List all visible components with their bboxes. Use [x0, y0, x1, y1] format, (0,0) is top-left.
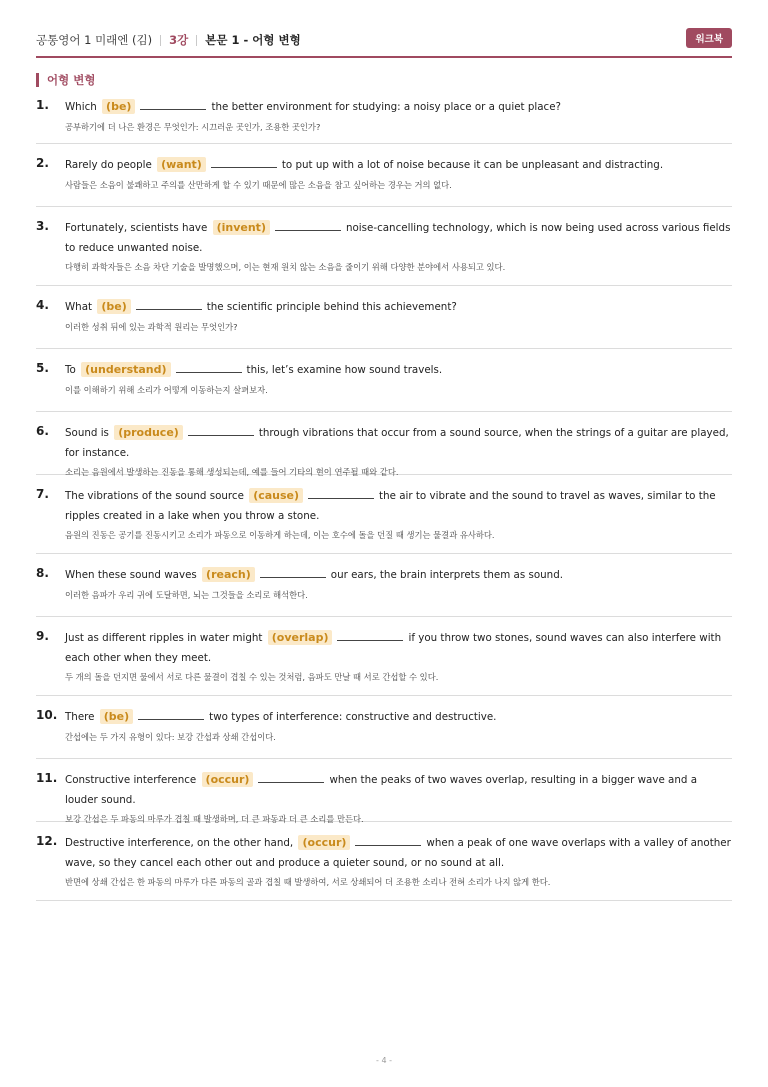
answer-blank[interactable]: [275, 218, 341, 231]
answer-blank[interactable]: [138, 707, 204, 720]
exercise-item: [36, 696, 732, 759]
item-content: [65, 97, 732, 143]
answer-blank[interactable]: [140, 97, 206, 110]
korean-translation: 간섭에는 두 가지 유형이 있다: 보강 간섭과 상쇄 간섭이다.: [65, 731, 276, 742]
item-number: 7.: [36, 487, 49, 501]
item-number: 8.: [36, 566, 49, 580]
divider: [196, 35, 197, 46]
english-sentence: [65, 707, 732, 728]
item-number: 1.: [36, 98, 49, 112]
sentence-after: our ears, the brain interprets them as sound.: [330, 569, 564, 581]
sentence-before: Destructive interference, on the other hand,: [65, 837, 294, 849]
page-title: 본문 1 - 어형 변형: [205, 33, 301, 47]
korean-translation: 이를 이해하기 위해 소리가 어떻게 이동하는지 살펴보자.: [65, 384, 268, 395]
sentence-after: two types of interference: constructive and destructive.: [209, 711, 497, 723]
section-heading: [36, 72, 95, 88]
verb-hint: (produce): [114, 425, 183, 440]
item-number: 5.: [36, 361, 49, 375]
korean-translation: 다행히 과학자들은 소음 차단 기술을 발명했으며, 이는 현재 원치 않는 소음을 줄이기 위해 다양한 분야에서 사용되고 있다.: [65, 262, 506, 272]
sentence-before: Just as different ripples in water might: [65, 632, 263, 644]
english-sentence: [65, 297, 732, 318]
verb-hint: (be): [102, 99, 135, 114]
verb-hint: (be): [97, 299, 130, 314]
exercise-item: [36, 92, 732, 144]
sentence-before: The vibrations of the sound source: [65, 490, 244, 502]
answer-blank[interactable]: [258, 770, 324, 783]
sentence-before: When these sound waves: [65, 569, 197, 581]
answer-blank[interactable]: [176, 360, 242, 373]
exercise-item: [36, 349, 732, 412]
item-number: 4.: [36, 298, 49, 312]
exercise-item: [36, 617, 732, 696]
sentence-after: the scientific principle behind this achievement?: [206, 301, 457, 313]
exercise-item: [36, 207, 732, 286]
sentence-before: Rarely do people: [65, 159, 152, 171]
answer-blank[interactable]: [308, 486, 374, 499]
korean-translation: 이러한 성취 뒤에 있는 과학적 원리는 무엇인가?: [65, 321, 238, 332]
verb-hint: (occur): [202, 772, 254, 787]
section-accent-bar: [36, 73, 39, 87]
sentence-after: through vibrations that occur from a sound source, when the strings of a guitar are played, for instance.: [65, 427, 729, 459]
item-content: [65, 770, 732, 824]
item-content: [65, 360, 732, 411]
sentence-after: if you throw two stones, sound waves can also interfere with each other when they meet.: [65, 632, 722, 664]
section-title: 어형 변형: [47, 73, 96, 87]
english-sentence: [65, 155, 732, 176]
item-number: 10.: [36, 708, 58, 722]
item-content: [65, 628, 732, 695]
workbook-badge: 워크북: [686, 28, 732, 48]
sentence-before: Which: [65, 101, 97, 113]
breadcrumb: [36, 30, 301, 48]
verb-hint: (cause): [249, 488, 303, 503]
english-sentence: [65, 833, 732, 873]
item-number: 3.: [36, 219, 49, 233]
english-sentence: [65, 565, 732, 586]
verb-hint: (be): [100, 709, 133, 724]
sentence-after: noise-cancelling technology, which is now being used across various fields to reduce unwanted noise.: [65, 222, 731, 254]
exercise-item: [36, 286, 732, 349]
exercise-item: [36, 475, 732, 554]
english-sentence: [65, 360, 732, 381]
page-number: - 4 -: [376, 1056, 392, 1065]
item-number: 9.: [36, 629, 49, 643]
lesson-label: 3강: [169, 33, 189, 47]
sentence-before: Constructive interference: [65, 774, 197, 786]
korean-translation: 보강 간섭은 두 파동의 마루가 겹칠 때 발생하며, 더 큰 파동과 더 큰 소리를 만든다.: [65, 814, 364, 824]
answer-blank[interactable]: [188, 423, 254, 436]
sentence-after: the better environment for studying: a noisy place or a quiet place?: [211, 101, 562, 113]
english-sentence: [65, 486, 732, 526]
korean-translation: 반면에 상쇄 간섭은 한 파동의 마루가 다른 파동의 골과 겹칠 때 발생하여, 서로 상쇄되어 더 조용한 소리나 전혀 소리가 나지 않게 한다.: [65, 877, 551, 887]
exercise-item: [36, 822, 732, 901]
verb-hint: (invent): [213, 220, 270, 235]
answer-blank[interactable]: [211, 155, 277, 168]
korean-translation: 공부하기에 더 나은 환경은 무엇인가: 시끄러운 곳인가, 조용한 곳인가?: [65, 121, 321, 132]
verb-hint: (overlap): [268, 630, 333, 645]
korean-translation: 소리는 음원에서 발생하는 진동을 통해 생성되는데, 예를 들어 기타의 현이 연주될 때와 같다.: [65, 467, 399, 477]
item-content: [65, 833, 732, 900]
sentence-before: To: [65, 364, 76, 376]
item-content: [65, 565, 732, 616]
answer-blank[interactable]: [260, 565, 326, 578]
sentence-before: There: [65, 711, 95, 723]
sentence-before: Sound is: [65, 427, 109, 439]
item-content: [65, 486, 732, 553]
korean-translation: 음원의 진동은 공기를 진동시키고 소리가 파동으로 이동하게 하는데, 이는 호수에 돌을 던질 때 생기는 물결과 유사하다.: [65, 530, 495, 540]
answer-blank[interactable]: [355, 833, 421, 846]
item-content: [65, 423, 732, 477]
english-sentence: [65, 628, 732, 668]
sentence-before: Fortunately, scientists have: [65, 222, 208, 234]
korean-translation: 사람들은 소음이 불쾌하고 주의를 산만하게 할 수 있기 때문에 많은 소음을 참고 싶어하는 경우는 거의 없다.: [65, 179, 452, 190]
verb-hint: (reach): [202, 567, 255, 582]
item-number: 6.: [36, 424, 49, 438]
sentence-before: What: [65, 301, 93, 313]
verb-hint: (want): [157, 157, 206, 172]
page-header: [36, 30, 732, 58]
sentence-after: when a peak of one wave overlaps with a valley of another wave, so they cancel each other out and produce a quieter sound, or no sound at all.: [65, 837, 731, 869]
verb-hint: (understand): [81, 362, 170, 377]
course-name: 공통영어 1 미래엔 (김): [36, 33, 153, 47]
item-content: [65, 707, 732, 758]
answer-blank[interactable]: [337, 628, 403, 641]
divider: [160, 35, 161, 46]
answer-blank[interactable]: [136, 297, 202, 310]
exercise-item: [36, 759, 732, 822]
sentence-after: to put up with a lot of noise because it can be unpleasant and distracting.: [281, 159, 664, 171]
item-content: [65, 218, 732, 285]
item-content: [65, 155, 732, 206]
exercise-item: [36, 554, 732, 617]
exercise-list: [36, 92, 732, 901]
verb-hint: (occur): [298, 835, 350, 850]
english-sentence: [65, 423, 732, 463]
item-number: 11.: [36, 771, 58, 785]
exercise-item: [36, 412, 732, 475]
item-number: 2.: [36, 156, 49, 170]
sentence-after: the air to vibrate and the sound to travel as waves, similar to the ripples created in a lake when you throw a stone.: [65, 490, 716, 522]
korean-translation: 이러한 음파가 우리 귀에 도달하면, 뇌는 그것들을 소리로 해석한다.: [65, 589, 308, 600]
item-content: [65, 297, 732, 348]
english-sentence: [65, 97, 732, 118]
sentence-after: when the peaks of two waves overlap, resulting in a bigger wave and a louder sound.: [65, 774, 698, 806]
english-sentence: [65, 218, 732, 258]
exercise-item: [36, 144, 732, 207]
english-sentence: [65, 770, 732, 810]
korean-translation: 두 개의 돌을 던지면 물에서 서로 다른 물결이 겹칠 수 있는 것처럼, 음파도 만날 때 서로 간섭할 수 있다.: [65, 672, 439, 682]
sentence-after: this, let’s examine how sound travels.: [246, 364, 443, 376]
item-number: 12.: [36, 834, 58, 848]
